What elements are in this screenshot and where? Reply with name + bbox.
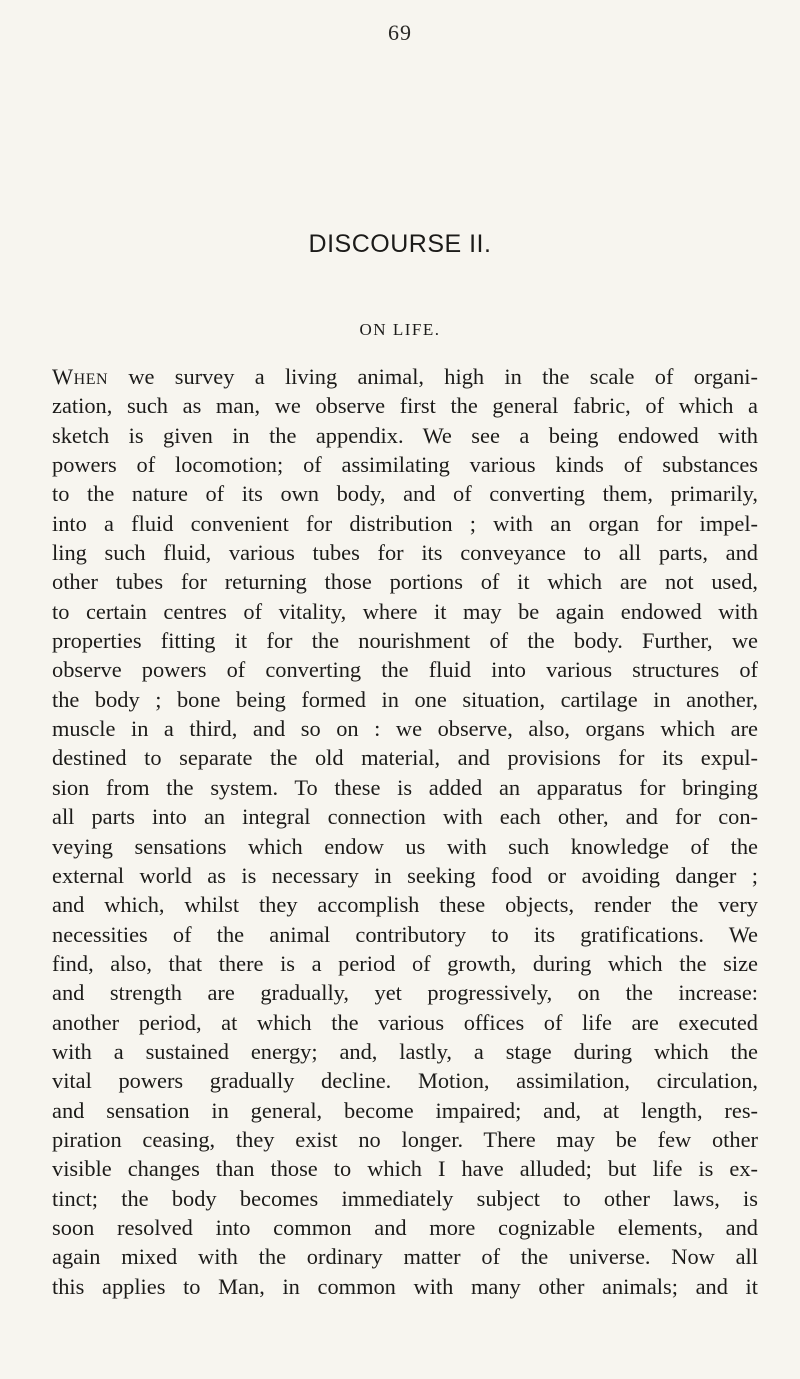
text-line: all parts into an integral connection with each other, and for con- xyxy=(52,804,758,830)
text-line: muscle in a third, and so on : we observe, also, organs which are xyxy=(52,716,758,742)
text-line: external world as is necessary in seeking food or avoiding danger ; xyxy=(52,862,758,888)
text-line: destined to separate the old material, and provisions for its expul- xyxy=(52,745,758,771)
text-line: properties fitting it for the nourishment of the body. Further, we xyxy=(52,628,758,654)
text-line: other tubes for returning those portions of it which are not used, xyxy=(52,569,758,595)
text-line: ling such fluid, various tubes for its conveyance to all parts, and xyxy=(52,540,758,566)
text-line: and sensation in general, become impaired; and, at length, res- xyxy=(52,1097,758,1123)
text-line: find, also, that there is a period of growth, during which the size xyxy=(52,950,758,976)
text-line-content: we survey a living animal, high in the scale of organi- xyxy=(128,364,758,389)
text-line: observe powers of converting the fluid into various structures of xyxy=(52,657,758,683)
text-line: vital powers gradually decline. Motion, assimilation, circulation, xyxy=(52,1068,758,1094)
text-line: zation, such as man, we observe first the general fabric, of which a xyxy=(52,393,758,419)
text-line: to certain centres of vitality, where it may be again endowed with xyxy=(52,598,758,624)
text-line: to the nature of its own body, and of converting them, primarily, xyxy=(52,481,758,507)
discourse-title: DISCOURSE II. xyxy=(308,230,492,258)
text-line: necessities of the animal contributory to its gratifications. We xyxy=(52,921,758,947)
text-line: and strength are gradually, yet progressively, on the increase: xyxy=(52,980,758,1006)
text-line: the body ; bone being formed in one situation, cartilage in another, xyxy=(52,686,758,712)
section-subtitle: ON LIFE. xyxy=(359,320,441,339)
body-text xyxy=(52,362,758,1301)
text-line: powers of locomotion; of assimilating various kinds of substances xyxy=(52,452,758,478)
text-line: sion from the system. To these is added an apparatus for bringing xyxy=(52,774,758,800)
text-line: soon resolved into common and more cognizable elements, and xyxy=(52,1214,758,1240)
opening-word: When xyxy=(52,364,109,389)
text-line xyxy=(52,362,758,391)
text-line: another period, at which the various offices of life are executed xyxy=(52,1009,758,1035)
text-line: with a sustained energy; and, lastly, a stage during which the xyxy=(52,1038,758,1064)
text-line: piration ceasing, they exist no longer. There may be few other xyxy=(52,1126,758,1152)
text-line: tinct; the body becomes immediately subject to other laws, is xyxy=(52,1185,758,1211)
text-line: sketch is given in the appendix. We see a being endowed with xyxy=(52,422,758,448)
page-number: 69 xyxy=(388,20,412,45)
text-line: into a fluid convenient for distribution ; with an organ for impel- xyxy=(52,510,758,536)
text-line: this applies to Man, in common with many other animals; and it xyxy=(52,1273,758,1299)
text-line: visible changes than those to which I have alluded; but life is ex- xyxy=(52,1156,758,1182)
text-line: again mixed with the ordinary matter of the universe. Now all xyxy=(52,1244,758,1270)
text-line: veying sensations which endow us with such knowledge of the xyxy=(52,833,758,859)
text-line: and which, whilst they accomplish these objects, render the very xyxy=(52,892,758,918)
